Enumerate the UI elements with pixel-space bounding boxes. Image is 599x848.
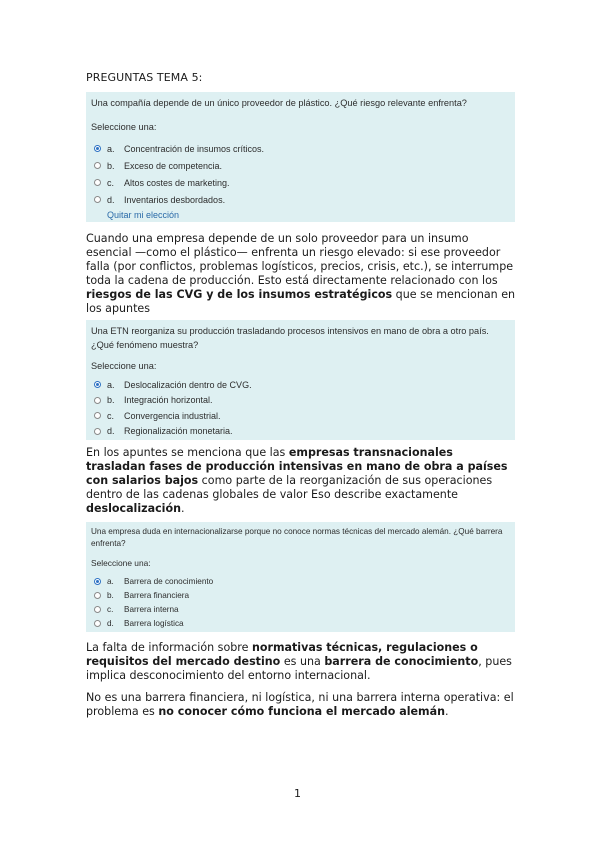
option-label: Barrera interna: [124, 604, 179, 614]
radio-button[interactable]: [94, 412, 101, 419]
option-a[interactable]: a. Deslocalización dentro de CVG.: [91, 377, 510, 393]
answer-explanation-2: En los apuntes se menciona que las empresas transnacionales trasladan fases de producción intensivas en mano de obra a países con salarios bajos como parte de la reorganización de sus operaciones dentro de las cadenas globales de valor Eso describe exactamente deslocalización.: [86, 446, 508, 515]
emphasis: empresas transnacionales trasladan fases de producción intensivas en mano de obra a países con salarios bajos: [86, 446, 508, 487]
option-c[interactable]: c. Barrera interna: [91, 602, 510, 616]
option-label: Exceso de competencia.: [124, 160, 223, 171]
question-text: Una empresa duda en internacionalizarse porque no conoce normas técnicas del mercado alemán. ¿Qué barrera enfrenta?: [91, 527, 503, 548]
option-label: Inventarios desbordados.: [124, 194, 226, 205]
options-list: [91, 574, 510, 630]
option-b[interactable]: b. Integración horizontal.: [91, 393, 510, 409]
radio-button[interactable]: [94, 620, 101, 627]
options-list: [91, 377, 510, 439]
radio-button[interactable]: [94, 592, 101, 599]
options-list: [91, 140, 510, 208]
option-label: Integración horizontal.: [124, 395, 213, 406]
question-text: Una compañía depende de un único proveedor de plástico. ¿Qué riesgo relevante enfrenta?: [91, 98, 467, 108]
emphasis: deslocalización: [86, 501, 182, 515]
select-prompt: Seleccione una:: [91, 122, 157, 132]
radio-button[interactable]: [94, 397, 101, 404]
emphasis: riesgos de las CVG y de los insumos estratégicos: [86, 287, 393, 301]
select-prompt: Seleccione una:: [91, 361, 157, 371]
page-title: PREGUNTAS TEMA 5:: [86, 71, 203, 84]
radio-button-checked[interactable]: [94, 145, 101, 152]
option-d[interactable]: d. Barrera logística: [91, 616, 510, 630]
answer-explanation-4: No es una barrera financiera, ni logística, ni una barrera interna operativa: el problema es no conocer cómo funciona el mercado alemán.: [86, 691, 514, 718]
radio-button-checked[interactable]: [94, 578, 101, 585]
select-prompt: Seleccione una:: [91, 558, 151, 568]
radio-button[interactable]: [94, 179, 101, 186]
emphasis: barrera de conocimiento: [324, 654, 479, 668]
question-card-2: [86, 320, 515, 440]
radio-button[interactable]: [94, 196, 101, 203]
option-label: Regionalización monetaria.: [124, 426, 233, 437]
option-b[interactable]: b. Barrera financiera: [91, 588, 510, 602]
answer-explanation-1: Cuando una empresa depende de un solo proveedor para un insumo esencial —como el plástico— enfrenta un riesgo elevado: si ese proveedor falla (por conflictos, problemas logísticos, precios, crisis, etc.), se interrumpe toda la cadena de producción. Esto está directamente relacionado con los riesgos de las CVG y de los insumos estratégicos que se mencionan en los apuntes: [86, 232, 516, 315]
radio-button[interactable]: [94, 606, 101, 613]
option-c[interactable]: c. Convergencia industrial.: [91, 408, 510, 424]
option-c[interactable]: c. Altos costes de marketing.: [91, 174, 510, 191]
question-text: Una ETN reorganiza su producción trasladando procesos intensivos en mano de obra a otro país. ¿Qué fenómeno muestra?: [91, 326, 489, 350]
emphasis: no conocer cómo funciona el mercado alemán: [158, 704, 445, 718]
option-a[interactable]: a. Concentración de insumos críticos.: [91, 140, 510, 157]
question-card-3: [86, 522, 515, 632]
option-a[interactable]: a. Barrera de conocimiento: [91, 574, 510, 588]
question-card-1: [86, 92, 515, 222]
option-label: Barrera financiera: [124, 590, 190, 600]
option-label: Barrera logística: [124, 618, 184, 628]
option-label: Altos costes de marketing.: [124, 177, 230, 188]
option-label: Barrera de conocimiento: [124, 576, 214, 586]
clear-choice-link[interactable]: Quitar mi elección: [107, 210, 180, 220]
answer-explanation-3: La falta de información sobre normativas técnicas, regulaciones o requisitos del mercado destino es una barrera de conocimiento, pues implica desconocimiento del entorno internacional.: [86, 641, 512, 682]
option-d[interactable]: d. Regionalización monetaria.: [91, 424, 510, 440]
radio-button-checked[interactable]: [94, 381, 101, 388]
option-label: Deslocalización dentro de CVG.: [124, 379, 252, 390]
option-d[interactable]: d. Inventarios desbordados.: [91, 191, 510, 208]
emphasis: normativas técnicas, regulaciones o requisitos del mercado destino: [86, 641, 478, 668]
page-number: 1: [294, 787, 301, 800]
option-label: Concentración de insumos críticos.: [124, 143, 265, 154]
radio-button[interactable]: [94, 428, 101, 435]
radio-button[interactable]: [94, 162, 101, 169]
option-label: Convergencia industrial.: [124, 410, 221, 421]
option-b[interactable]: b. Exceso de competencia.: [91, 157, 510, 174]
